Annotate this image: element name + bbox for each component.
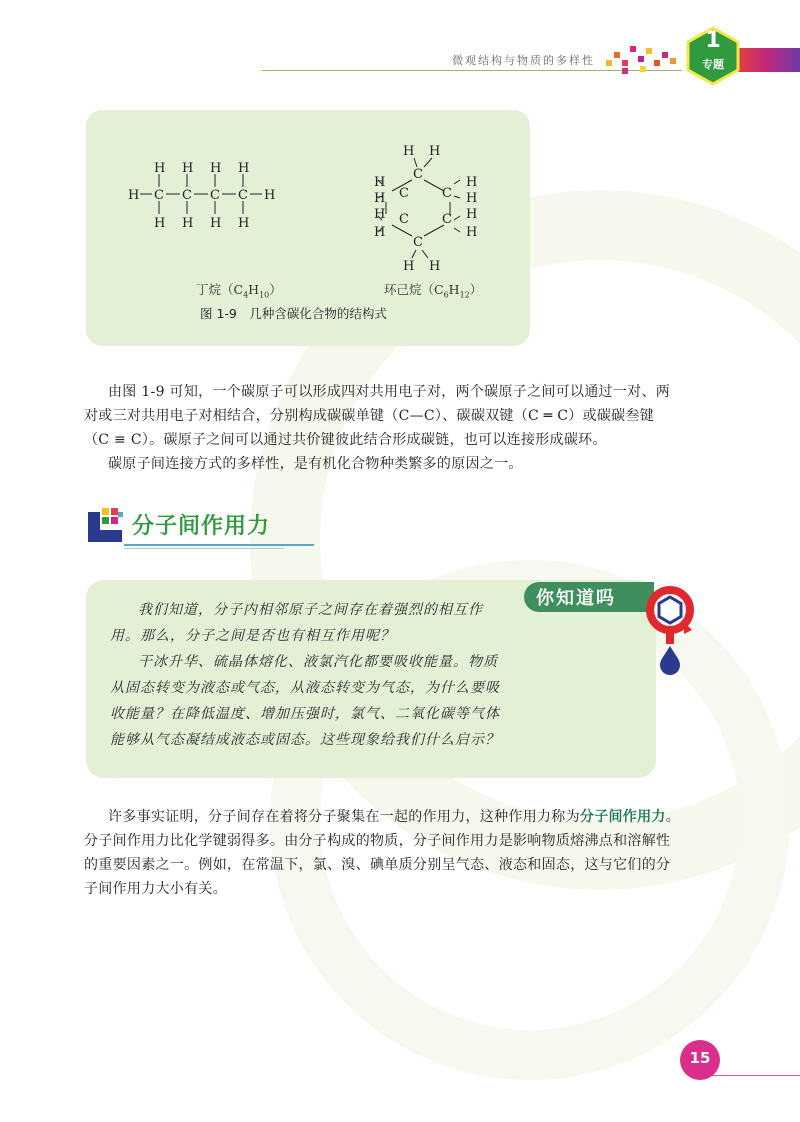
body-line: 分子间作用力比化学键弱得多。由分子构成的物质，分子间作用力是影响物质熔沸点和溶解性 (84, 833, 671, 849)
section-icon (88, 506, 124, 542)
atom-c: C (442, 212, 452, 227)
atom-h: H (374, 175, 386, 190)
atom-c: C (238, 188, 248, 203)
atom-h: H (154, 161, 166, 176)
chapter-badge (683, 26, 743, 86)
butane-atoms (128, 161, 275, 231)
cyclohexane-label: 环己烷$(C_6H_{12})$ (384, 282, 483, 300)
atom-h: H (374, 207, 386, 222)
chapter-number: 1 (705, 28, 721, 53)
atom-h: H (210, 161, 222, 176)
did-you-know-line: 从固态转变为液态或气态，从液态转变为气态，为什么要吸 (110, 680, 500, 696)
atom-h: H (128, 188, 140, 203)
atom-c: C (399, 186, 409, 201)
atom-c: C (154, 188, 164, 203)
atom-h: H (154, 216, 166, 231)
atom-h: H (466, 175, 478, 190)
atom-c: C (442, 186, 452, 201)
atom-h: H (429, 259, 441, 274)
atom-h: H (238, 216, 250, 231)
section-title: 分子间作用力 (132, 514, 271, 539)
did-you-know-line: 用。那么，分子之间是否也有相互作用呢？ (110, 628, 395, 644)
key-term: 分子间作用力 (579, 809, 666, 825)
did-you-know-line: 干冰升华、硫晶体熔化、液氯汽化都要吸收能量。物质 (138, 654, 498, 670)
intro-line: 对或三对共用电子对相结合，分别构成碳碳单键（C—C）、碳碳双键（C ═ C）或碳碳叁键 (84, 408, 655, 424)
intro-line: 由图 1-9 可知，一个碳原子可以形成四对共用电子对，两个碳原子之间可以通过一对、两 (108, 384, 671, 400)
chapter-label: 专题 (702, 58, 724, 71)
atom-h: H (182, 161, 194, 176)
did-you-know-label: 你知道吗 (536, 588, 616, 609)
atom-h: H (374, 191, 386, 206)
atom-h: H (429, 144, 441, 159)
body-line: 子间作用力大小有关。 (84, 881, 227, 897)
atom-h: H (466, 207, 478, 222)
header-rule (262, 70, 682, 71)
page-number: 15 (689, 1049, 711, 1067)
did-you-know-line: 收能量？在降低温度、增加压强时，氯气、二氧化碳等气体 (110, 706, 500, 722)
section-rule (124, 548, 284, 549)
intro-line: 碳原子间连接方式的多样性，是有机化合物种类繁多的原因之一。 (108, 456, 523, 472)
atom-h: H (264, 188, 276, 203)
atom-h: H (466, 225, 478, 240)
atom-c: C (210, 188, 220, 203)
section-rule (124, 544, 314, 546)
atom-c: C (413, 235, 423, 250)
atom-h: H (210, 216, 222, 231)
atom-h: H (403, 259, 415, 274)
atom-h: H (466, 191, 478, 206)
body-line: 许多事实证明，分子间存在着将分子聚集在一起的作用力，这种作用力称为分子间作用力。 (108, 809, 681, 825)
atom-c: C (413, 167, 423, 182)
atom-h: H (374, 225, 386, 240)
atom-c: C (399, 212, 409, 227)
butane-label: 丁烷$(C_4H_{10})$ (196, 282, 282, 300)
atom-h: H (182, 216, 194, 231)
did-you-know-line: 我们知道，分子内相邻原子之间存在着强烈的相互作 (138, 602, 483, 618)
did-you-know-line: 能够从气态凝结成液态或固态。这些现象给我们什么启示？ (110, 732, 500, 748)
book-title: 微观结构与物质的多样性 (452, 54, 595, 67)
body-line: 的重要因素之一。例如，在常温下，氯、溴、碘单质分别呈气态、液态和固态，这与它们的分 (84, 857, 671, 873)
intro-line: （C ≡ C）。碳原子之间可以通过共价键彼此结合形成碳链，也可以连接形成碳环。 (84, 432, 607, 448)
atom-h: H (238, 161, 250, 176)
figure-caption: 图 1-9 几种含碳化合物的结构式 (200, 306, 387, 321)
atom-h: H (403, 144, 415, 159)
footer-rule (700, 1075, 800, 1076)
atom-c: C (182, 188, 192, 203)
question-drop-icon (646, 586, 702, 676)
